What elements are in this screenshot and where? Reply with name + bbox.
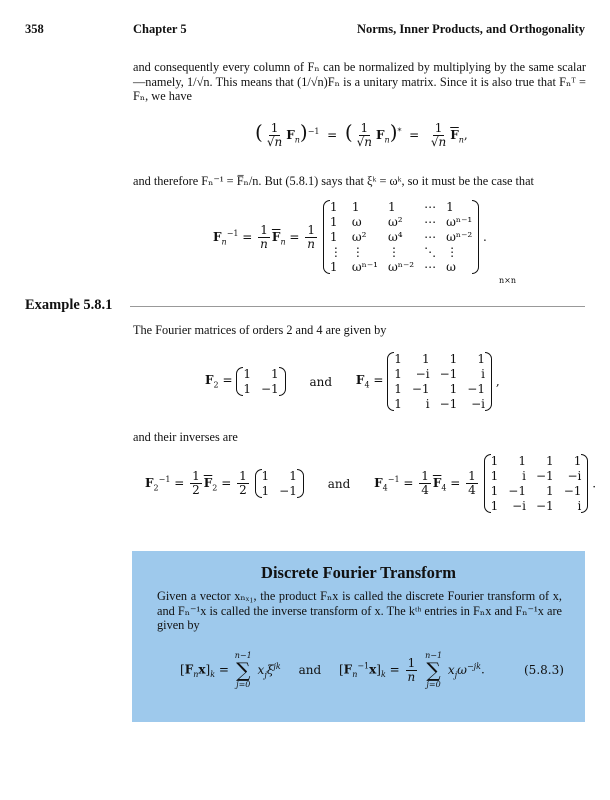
matrix-cell: 1 — [329, 260, 338, 274]
matrix-cell: −1 — [535, 469, 554, 483]
matrix-cell: i — [577, 499, 582, 513]
matrix-cell: −1 — [439, 397, 458, 411]
matrix-cell: ω — [446, 260, 456, 274]
matrix-cell: ω⁴ — [387, 230, 403, 244]
matrix-cell: 1 — [546, 484, 554, 498]
matrix-cell: ωⁿ⁻² — [387, 260, 415, 274]
example-title: Example 5.8.1 — [25, 297, 113, 313]
matrix-cell: 1 — [289, 469, 297, 483]
matrix-cell: ω² — [387, 215, 403, 229]
matrix-cell: ⋱ — [424, 245, 437, 259]
matrix-cell: 1 — [490, 454, 499, 468]
definition-box — [132, 551, 585, 722]
and-word-3: and — [298, 662, 322, 677]
matrix-cell: 1 — [449, 352, 458, 366]
matrix-cell: ⋯ — [424, 200, 437, 214]
paragraph-3: The Fourier matrices of orders 2 and 4 are given by — [133, 323, 387, 337]
matrix-cell: −1 — [279, 484, 297, 498]
matrix-f2 — [236, 367, 285, 396]
equation-f2-f4: $F_2$ = 1 1 1 −1 and $F_4$ = 1 1 1 1 1 −i −1 i 1 −1 1 −1 1 i −1 −i , — [205, 352, 500, 411]
paragraph-4: and their inverses are — [133, 430, 238, 444]
matrix-cell: 1 — [329, 200, 338, 214]
matrix-cell: ωⁿ⁻² — [446, 230, 473, 244]
equation-dft: $[F_nx]_k$ = n−1 ∑ j=0 $x_j\xi^{jk}$ and $[F_n^{-1}x]_k$ = $\frac{1}{n}$ n−1 ∑ j=0 $x_j\omega^{-jk}$. — [180, 651, 485, 689]
matrix-cell: i — [522, 469, 526, 483]
matrix-cell: ω² — [351, 230, 367, 244]
matrix-cell: ⋮ — [351, 245, 364, 259]
matrix-cell: ⋯ — [424, 215, 437, 229]
box-paragraph: Given a vector xₙₓ₁, the product Fₙx is called the discrete Fourier transform of x, and Fₙ⁻¹x is called the inverse transform of x. The kᵗʰ entries in Fₙx and Fₙ⁻¹x are given by — [157, 589, 562, 633]
matrix-cell: 1 — [518, 454, 526, 468]
matrix-cell: ω — [351, 215, 362, 229]
equation-number: (5.8.3) — [524, 663, 564, 677]
matrix-cell: 1 — [490, 469, 499, 483]
matrix-cell: 1 — [446, 200, 454, 214]
matrix-f4 — [387, 352, 492, 411]
matrix-cell: −i — [512, 499, 526, 513]
matrix-cell: i — [481, 367, 485, 381]
paragraph-1: and consequently every column of Fₙ can be normalized by multiplying by the same scalar—namely, 1/√n. This means that (1/√n)Fₙ is a unitary matrix. Since it is also true that Fₙᵀ = Fₙ, we have — [133, 60, 586, 104]
and-word-1: and — [309, 374, 333, 389]
matrix-cell: 1 — [329, 215, 338, 229]
matrix-cell: 1 — [490, 484, 499, 498]
matrix-cell: −1 — [439, 367, 458, 381]
matrix-cell: −1 — [467, 382, 485, 396]
matrix-cell: 1 — [490, 499, 499, 513]
chapter-label: Chapter 5 — [133, 22, 187, 36]
matrix-inverse-general — [323, 200, 479, 274]
matrix-cell: 1 — [243, 367, 251, 381]
example-divider — [130, 306, 585, 307]
matrix-cell: 1 — [394, 382, 402, 396]
matrix-cell: i — [425, 397, 430, 411]
matrix-cell: 1 — [243, 382, 251, 396]
matrix-cell: 1 — [387, 200, 396, 214]
matrix-cell: −1 — [260, 382, 279, 396]
matrix-cell: 1 — [329, 230, 338, 244]
box-title: Discrete Fourier Transform — [261, 563, 456, 582]
equation-inverses: $F_2^{-1}$ = $\frac{1}{2}$ $\overline{F}_2$ = $\frac{1}{2}$ 1 1 1 −1 and $F_4^{-1}$ = $\frac{1}{4}$ $\overline{F}_4$ = $\frac{1}{4}$ 1 1 1 1 1 i −1 −i 1 −1 1 −1 1 −i −1 i . — [145, 454, 597, 513]
matrix-cell: 1 — [573, 454, 582, 468]
matrix-cell: ⋯ — [424, 230, 437, 244]
matrix-cell: 1 — [394, 352, 402, 366]
matrix-cell: −1 — [411, 382, 430, 396]
matrix-cell: ωⁿ⁻¹ — [446, 215, 473, 229]
matrix-cell: 1 — [271, 367, 279, 381]
matrix-cell: 1 — [261, 484, 270, 498]
matrix-cell: −1 — [563, 484, 582, 498]
matrix-cell: 1 — [421, 352, 430, 366]
matrix-cell: ⋯ — [424, 260, 437, 274]
matrix-f2-inverse — [255, 469, 304, 498]
equation-unitary: ( $\frac{1}{√n}$ $F_n)^{-1}$ = ( $\frac{1}{√n}$ $F_n)^*$ = $\frac{1}{√n}$ $\overline{F}_n$, — [255, 120, 468, 149]
matrix-size-label: n×n — [499, 276, 517, 285]
matrix-cell: −1 — [535, 499, 554, 513]
equation-inverse-general: $F_n^{-1}$ = $\frac{1}{n}$ $\overline{F}_n$ = $\frac{1}{n}$ 1 1 1 ⋯ 1 1 ω ω² ⋯ ωⁿ⁻¹ 1 ω² ω⁴ ⋯ ωⁿ⁻² ⋮ ⋮ ⋮ ⋱ ⋮ 1 ωⁿ⁻¹ ωⁿ⁻² ⋯ ω . — [213, 200, 487, 274]
matrix-cell: 1 — [261, 469, 270, 483]
paragraph-2: and therefore Fₙ⁻¹ = F̅ₙ/n. But (5.8.1) says that ξᵏ = ωᵏ, so it must be the case that — [133, 174, 534, 188]
running-title: Norms, Inner Products, and Orthogonality — [356, 22, 585, 36]
matrix-cell: ⋮ — [329, 245, 342, 259]
matrix-cell: 1 — [351, 200, 360, 214]
matrix-cell: 1 — [546, 454, 554, 468]
matrix-cell: ⋮ — [446, 245, 459, 259]
matrix-cell: −i — [415, 367, 430, 381]
matrix-cell: −i — [471, 397, 485, 411]
matrix-cell: 1 — [477, 352, 485, 366]
matrix-cell: 1 — [394, 397, 402, 411]
matrix-cell: −1 — [508, 484, 526, 498]
matrix-f4-inverse — [484, 454, 589, 513]
matrix-cell: ωⁿ⁻¹ — [351, 260, 378, 274]
and-word-2: and — [327, 476, 351, 491]
page-number: 358 — [25, 22, 44, 36]
matrix-cell: 1 — [394, 367, 402, 381]
matrix-cell: −i — [567, 469, 582, 483]
matrix-cell: 1 — [449, 382, 458, 396]
matrix-cell: ⋮ — [387, 245, 400, 259]
